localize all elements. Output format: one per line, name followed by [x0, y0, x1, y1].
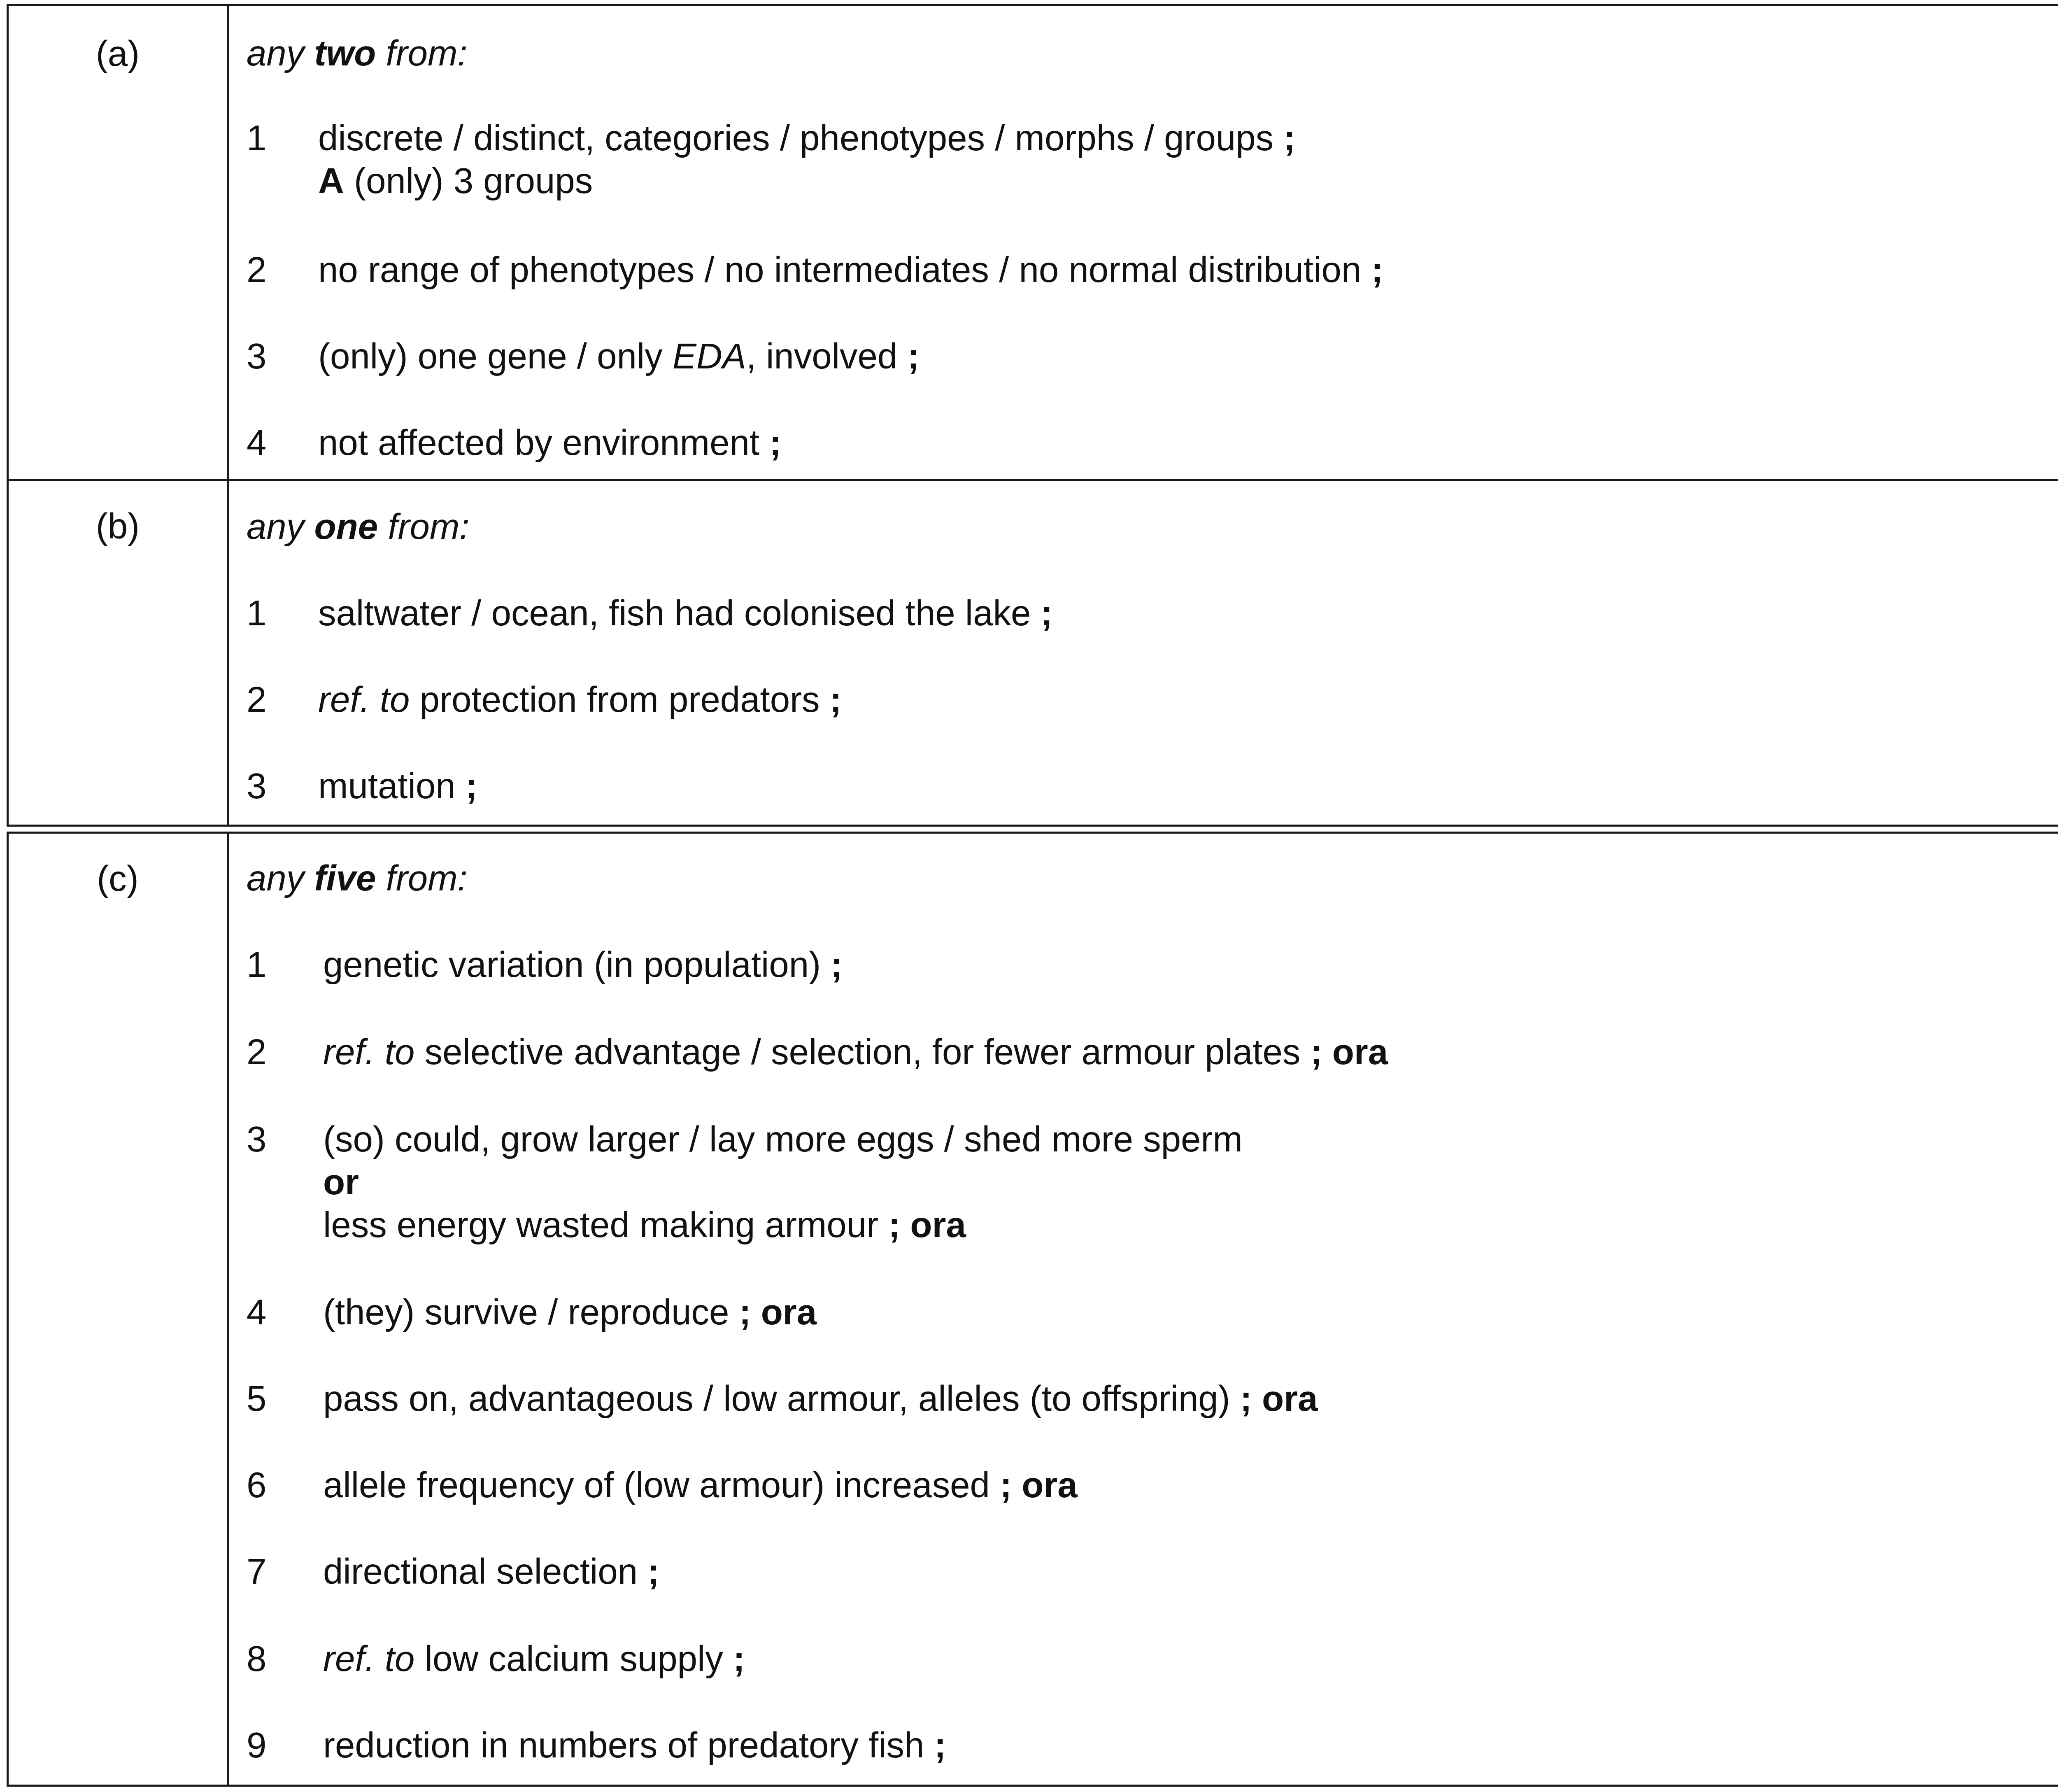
point-separator: ; ora: [878, 1205, 966, 1245]
point-separator: ;: [924, 1725, 946, 1765]
point-separator: ;: [1361, 250, 1383, 290]
intro-post: from:: [376, 33, 468, 73]
point-text: reduction in numbers of predatory fish: [323, 1725, 924, 1765]
point-number: 3: [247, 336, 267, 376]
point-separator: ; ora: [1300, 1032, 1388, 1072]
point-separator: ; ora: [989, 1465, 1078, 1505]
list-item-alt: [323, 1203, 966, 1247]
intro-pre: any: [247, 507, 314, 547]
intro-pre: any: [247, 33, 314, 73]
list-item: [247, 1291, 817, 1334]
answer-intro: [247, 505, 469, 549]
part-label: (a): [95, 34, 140, 74]
point-separator: ;: [1273, 118, 1296, 158]
list-item: [247, 117, 1295, 160]
point-text: no range of phenotypes / no intermediates / no normal distribution: [318, 250, 1362, 290]
list-item: [247, 421, 781, 465]
point-number: 1: [247, 593, 267, 633]
point-text: pass on, advantageous / low armour, alleles (to offspring): [323, 1379, 1230, 1419]
point-number: 5: [247, 1379, 267, 1419]
list-item: [247, 1550, 659, 1594]
point-text: protection from predators: [410, 680, 820, 720]
intro-key: two: [314, 33, 376, 73]
point-text: low calcium supply: [414, 1639, 723, 1679]
point-number: 7: [247, 1552, 267, 1592]
point-separator: ;: [821, 945, 843, 985]
list-item: [247, 1118, 1243, 1161]
point-ref-lead: ref. to: [323, 1639, 415, 1679]
list-item: [247, 335, 919, 378]
point-text: (they) survive / reproduce: [323, 1292, 729, 1332]
list-item-extra: [318, 159, 593, 203]
point-separator: ; ora: [729, 1292, 817, 1332]
point-text-tail: , involved: [746, 336, 898, 376]
point-separator: ; ora: [1230, 1379, 1318, 1419]
point-separator: ;: [455, 766, 477, 806]
point-number: 1: [247, 118, 267, 158]
mark-scheme-table-top: [7, 4, 2058, 827]
part-label: (c): [97, 859, 139, 899]
point-text: directional selection: [323, 1552, 638, 1592]
point-number: 2: [247, 1032, 267, 1072]
list-item: [247, 764, 477, 808]
list-item: [247, 1463, 1078, 1507]
point-text: (so) could, grow larger / lay more eggs / shed more sperm: [323, 1119, 1243, 1159]
point-text: allele frequency of (low armour) increased: [323, 1465, 990, 1505]
point-separator: ;: [819, 680, 842, 720]
point-number: 1: [247, 945, 267, 985]
intro-post: from:: [378, 507, 470, 547]
list-item: [247, 592, 1053, 635]
answer-points-c: [247, 834, 2058, 1780]
point-number: 3: [247, 1119, 267, 1159]
intro-key: one: [314, 507, 378, 547]
point-text: genetic variation (in population): [323, 945, 821, 985]
point-separator: ;: [723, 1639, 745, 1679]
point-number: 9: [247, 1725, 267, 1765]
list-item: [247, 943, 843, 987]
list-item: [247, 678, 842, 722]
point-separator: ;: [1031, 593, 1053, 633]
list-item: [247, 1724, 946, 1767]
point-ref-lead: ref. to: [323, 1032, 415, 1072]
point-number: 8: [247, 1639, 267, 1679]
point-text: selective advantage / selection, for fewer armour plates: [414, 1032, 1301, 1072]
point-separator: ;: [638, 1552, 660, 1592]
point-text: (only) one gene / only: [318, 336, 673, 376]
point-ref-lead: ref. to: [318, 680, 410, 720]
answer-points-a: [247, 6, 2058, 475]
point-number: 4: [247, 1292, 267, 1332]
intro-key: five: [314, 858, 376, 898]
column-divider-part: [227, 834, 229, 1785]
alternative-or: or: [323, 1162, 359, 1202]
answer-intro: [247, 857, 468, 900]
point-number: 4: [247, 423, 267, 463]
point-text: discrete / distinct, categories / phenotypes / morphs / groups: [318, 118, 1274, 158]
gene-name: EDA: [672, 336, 746, 376]
point-number: 6: [247, 1465, 267, 1505]
point-number: 2: [247, 680, 267, 720]
point-text: mutation: [318, 766, 456, 806]
accept-marker: A: [318, 161, 344, 201]
point-separator: ;: [759, 423, 782, 463]
point-text-alt: less energy wasted making armour: [323, 1205, 879, 1245]
point-number: 3: [247, 766, 267, 806]
part-label: (b): [95, 506, 140, 546]
point-text: not affected by environment: [318, 423, 760, 463]
intro-pre: any: [247, 858, 314, 898]
accept-text: (only) 3 groups: [344, 161, 593, 201]
intro-post: from:: [376, 858, 468, 898]
point-number: 2: [247, 250, 267, 290]
list-item: [247, 248, 1383, 292]
list-item: [247, 1637, 745, 1681]
mark-scheme-table-bottom: [7, 832, 2058, 1787]
point-separator: ;: [897, 336, 920, 376]
column-divider-part: [227, 6, 229, 825]
point-text: saltwater / ocean, fish had colonised the lake: [318, 593, 1031, 633]
answer-intro: [247, 32, 468, 75]
list-item: [247, 1377, 1318, 1421]
list-item: [247, 1030, 1388, 1074]
answer-points-b: [247, 480, 2058, 825]
